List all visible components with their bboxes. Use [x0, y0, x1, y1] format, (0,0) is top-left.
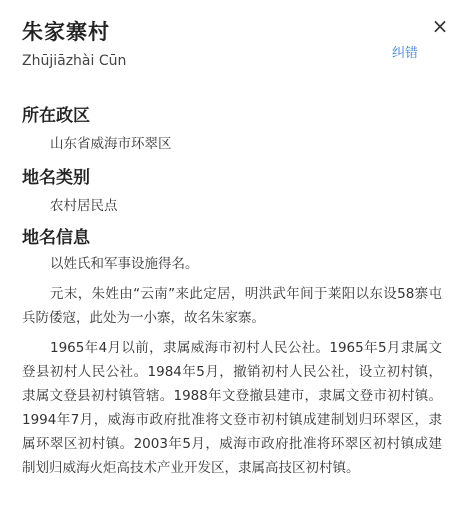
info-paragraph-history: 元末，朱姓由“云南”来此定居，明洪武年间于莱阳以东设58寨屯兵防倭寇，此处为一小寨，故名朱家寨。: [22, 286, 442, 326]
location-value: 山东省威海市环翠区: [50, 136, 172, 152]
category-value: 农村居民点: [50, 198, 118, 214]
place-title: 朱家寨村: [22, 20, 110, 44]
info-paragraph-origin: 以姓氏和军事设施得名。: [50, 256, 199, 272]
location-heading: 所在政区: [22, 106, 90, 126]
close-icon[interactable]: ×: [431, 14, 449, 38]
correct-error-link[interactable]: 纠错: [392, 46, 419, 61]
close-button[interactable]: [428, 14, 452, 38]
info-heading: 地名信息: [22, 228, 90, 248]
place-pinyin: Zhūjiāzhài Cūn: [22, 53, 127, 69]
info-paragraph-admin: 1965年4月以前，隶属威海市初村人民公社。1965年5月隶属文登县初村人民公社。1984年5月，撤销初村人民公社，设立初村镇，隶属文登县初村镇管辖。1988年文登撤县建市，隶属文登市初村镇。1994年7月，威海市政府批准将文登市初村镇成建制划归环翠区，隶属环翠区初村镇。2003年5月，威海市政府批准将环翠区初村镇成建制划归威海火炬高技术产业开发区，隶属高技区初村镇。: [22, 340, 442, 476]
category-heading: 地名类别: [22, 168, 90, 188]
